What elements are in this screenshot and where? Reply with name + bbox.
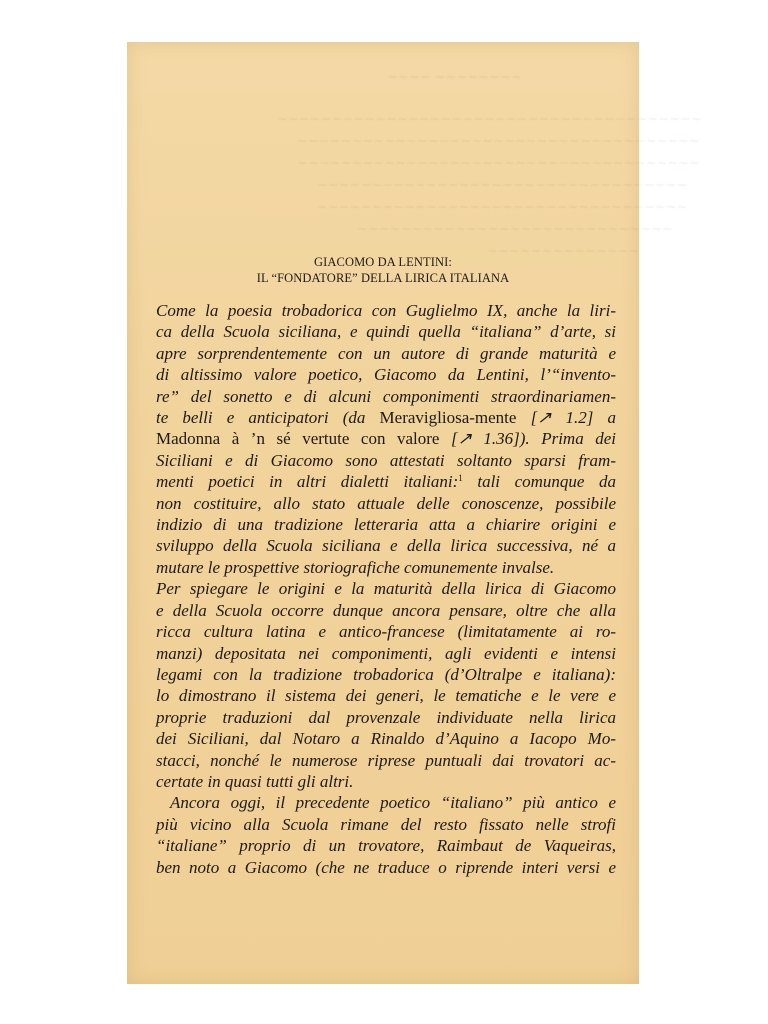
text-segment: menti poetici in altri dialetti italiani: — [156, 472, 459, 492]
bleed-through-text: ~~~~~~~~~~~~~~~~~~~~~~~~~~~~~~~~~~~~~ — [297, 156, 701, 171]
text-line: certate in quasi tutti gli altri. — [156, 771, 354, 791]
text-line: sviluppo della Scuola siciliana e della lirica successiva, né a — [156, 536, 616, 556]
text-line: legami con la tradizione trobadorica (d’Oltralpe e italiana): — [156, 664, 616, 684]
text-line: stacci, nonché le numerose riprese puntuali dai trovatori ac- — [156, 750, 616, 770]
text-line: ca della Scuola siciliana, e quindi quella “italiana” d’arte, si — [156, 322, 616, 342]
text-line: apre sorprendentemente con un autore di grande maturità e — [156, 343, 616, 363]
text-line — [156, 428, 616, 449]
cross-reference[interactable]: [↗ 1.2] a — [530, 408, 617, 428]
body-text — [156, 300, 616, 878]
text-line: re” del sonetto e di alcuni componimenti straordinariamen- — [156, 386, 616, 406]
poem-title[interactable]: Meravigliosa-mente — [379, 408, 517, 428]
bleed-through-text: ~~~~~~~~~~~~~~~~~~~~~~~~~~~~~~~~~~~~~~~ — [277, 112, 702, 127]
text-line: dei Siciliani, dal Notaro a Rinaldo d’Aquino a Iacopo Mo- — [156, 729, 616, 749]
poem-title[interactable]: Madonna à ’n sé vertute con valore — [156, 429, 440, 449]
text-line: Come la poesia trobadorica con Guglielmo IX, anche la liri- — [156, 301, 616, 320]
text-line: Per spiegare le origini e la maturità della lirica di Giacomo — [156, 579, 616, 599]
text-line: Ancora oggi, il precedente poetico “italiano” più antico e — [170, 793, 616, 813]
text-line: Siciliani e di Giacomo sono attestati soltanto sparsi fram- — [156, 450, 616, 470]
text-segment: te belli e anticipatori (da — [156, 408, 366, 428]
text-line: manzi) depositata nei componimenti, agli evidenti e intensi — [156, 643, 616, 663]
text-line: ben noto a Giacomo (che ne traduce o riprende interi versi e — [156, 857, 616, 877]
bleed-through-text: ~~~~ ~~~~~~~~ — [387, 70, 522, 85]
text-line: ricca cultura latina e antico-francese (limitatamente ai ro- — [156, 622, 616, 642]
footnote-marker[interactable]: 1 — [458, 473, 463, 484]
text-line: non costituire, allo stato attuale delle conoscenze, possibile — [156, 493, 616, 513]
book-page — [127, 42, 702, 984]
chapter-title-line-2: IL “FONDATORE” DELLA LIRICA ITALIANA — [256, 271, 510, 285]
bleed-through-text: ~~~~~~~~~~~~~~~~~~~~~~~~~~~~~~~~~~ — [317, 200, 688, 215]
text-line — [156, 407, 616, 428]
bleed-through-text: ~~~~~~~~~~~~~~~~~~~~~~~~~~~~~~~~~~~~~ — [297, 134, 701, 149]
text-line: “italiane” proprio di un trovatore, Raimbaut de Vaqueiras, — [156, 836, 616, 856]
text-line: e della Scuola occorre dunque ancora pensare, oltre che alla — [156, 600, 616, 620]
cross-reference[interactable]: [↗ 1.36]). Prima dei — [451, 429, 617, 449]
bleed-through-text: ~~~~~~~~~~~~~~~~~~~~~~~~~~~~~ — [357, 222, 673, 237]
text-line: di altissimo valore poetico, Giacomo da Lentini, l’“invento- — [156, 365, 616, 385]
text-line: più vicino alla Scuola rimane del resto fissato nelle strofi — [156, 814, 616, 834]
chapter-title — [127, 254, 639, 286]
text-line — [156, 471, 616, 492]
text-line: proprie traduzioni dal provenzale individuate nella lirica — [156, 707, 616, 727]
text-line: indizio di una tradizione letteraria atta a chiarire origini e — [156, 515, 616, 535]
text-line: mutare le prospettive storiografiche comunemente invalse. — [156, 557, 555, 577]
bleed-through-text: ~~~~~~~~~~~~~~~~~~~~~~~~~~~~~~~~~~ — [317, 178, 688, 193]
text-line: lo dimostrano il sistema dei generi, le tematiche e le vere e — [156, 686, 616, 706]
text-segment: tali comunque da — [477, 472, 616, 492]
chapter-title-line-1: GIACOMO DA LENTINI: — [314, 255, 452, 269]
bleed-through-text: ~~~~~~~~~~~~~~ — [487, 244, 640, 259]
